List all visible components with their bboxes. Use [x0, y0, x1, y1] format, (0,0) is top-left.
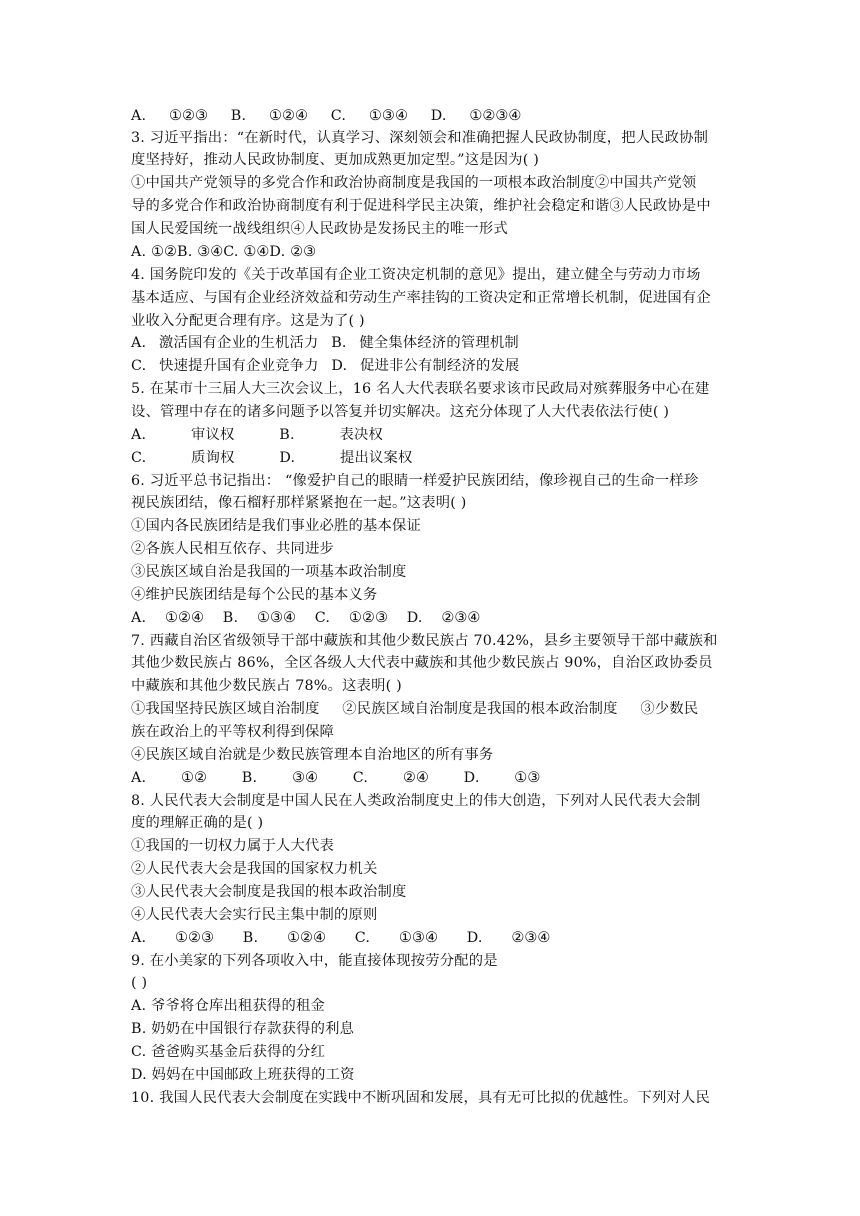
question-7-statements [131, 722, 334, 742]
q2-options [131, 106, 521, 126]
text-line: 中藏族和其他少数民族占 78%。这表明( ) [131, 678, 402, 694]
question-9-stem [131, 973, 147, 993]
text-line: D. 妈妈在中国邮政上班获得的工资 [131, 1067, 355, 1083]
question-8-statement [131, 836, 334, 856]
text-line: C. 快速提升国有企业竞争力 D. 促进非公有制经济的发展 [131, 358, 520, 374]
question-5-options [131, 448, 412, 468]
question-6-options [131, 608, 480, 628]
question-7-options [131, 768, 540, 788]
text-line: C. 质询权 D. 提出议案权 [131, 450, 413, 466]
question-7-stem [131, 653, 713, 673]
question-9-option [131, 996, 325, 1016]
question-8-options [131, 928, 550, 948]
question-9-option [131, 1019, 354, 1039]
question-3-statements [131, 196, 711, 216]
question-5-stem [131, 379, 710, 399]
text-line: ④民族区域自治就是少数民族管理本自治地区的所有事务 [131, 747, 494, 763]
question-8-stem [131, 813, 263, 833]
question-8-statement [131, 859, 377, 879]
text-line: ③民族区域自治是我国的一项基本政治制度 [131, 564, 407, 580]
text-line: ②人民代表大会是我国的国家权力机关 [131, 861, 378, 877]
text-line: 业收入分配更合理有序。这是为了( ) [131, 313, 365, 329]
text-line: ( ) [131, 975, 148, 991]
text-line: ①中国共产党领导的多党合作和政治协商制度是我国的一项根本政治制度②中国共产党领 [131, 175, 697, 191]
question-6-statement [131, 585, 377, 605]
text-line: ①我国坚持民族区域自治制度 ②民族区域自治制度是我国的根本政治制度 ③少数民 [131, 701, 699, 717]
text-line: A. 爷爷将仓库出租获得的租金 [131, 998, 325, 1014]
question-7-stem [131, 631, 718, 651]
question-8-statement [131, 882, 406, 902]
question-4-options [131, 356, 519, 376]
question-6-statement [131, 516, 421, 536]
question-3-statements [131, 173, 696, 193]
text-line: 基本适应、与国有企业经济效益和劳动生产率挂钩的工资决定和正常增长机制，促进国有企 [131, 290, 711, 306]
text-line: B. 奶奶在中国银行存款获得的利息 [131, 1021, 355, 1037]
text-line: 6. 习近平总书记指出： “像爱护自己的眼睛一样爱护民族团结，像珍视自己的生命一样珍 [131, 473, 699, 489]
text-line: 5. 在某市十三届人大三次会议上，16 名人大代表联名要求该市民政局对殡葬服务中心在建 [131, 381, 710, 397]
question-6-statement [131, 562, 406, 582]
text-line: 7. 西藏自治区省级领导干部中藏族和其他少数民族占 70.42%，县乡主要领导干部中藏族和 [131, 633, 718, 649]
text-line: ①我国的一切权力属于人大代表 [131, 838, 334, 854]
question-3-statements [131, 219, 508, 239]
text-line: A. ①②④ B. ①③④ C. ①②③ D. ②③④ [131, 610, 481, 626]
question-4-stem [131, 288, 711, 308]
text-line: A. ①②B. ③④C. ①④D. ②③ [131, 244, 317, 260]
question-3-stem [131, 150, 539, 170]
question-5-stem [131, 402, 669, 422]
question-8-stem [131, 791, 701, 811]
question-7-statements [131, 699, 698, 719]
text-line: A. 激活国有企业的生机活力 B. 健全集体经济的管理机制 [131, 335, 519, 351]
text-line: 4. 国务院印发的《关于改革国有企业工资决定机制的意见》提出，建立健全与劳动力市场 [131, 267, 701, 283]
text-line: ①国内各民族团结是我们事业必胜的基本保证 [131, 518, 421, 534]
text-line: A. ①②③ B. ①②④ C. ①③④ D. ①②③④ [131, 108, 522, 124]
text-line: 其他少数民族占 86%，全区各级人大代表中藏族和其他少数民族占 90%，自治区政协委员 [131, 655, 713, 671]
text-line: 度的理解正确的是( ) [131, 815, 264, 831]
text-line: 10. 我国人民代表大会制度在实践中不断巩固和发展，具有无可比拟的优越性。下列对人民 [131, 1090, 710, 1106]
text-line: A. ①② B. ③④ C. ②④ D. ①③ [131, 770, 541, 786]
question-7-statement [131, 745, 493, 765]
question-5-options [131, 425, 383, 445]
question-9-option [131, 1065, 355, 1085]
text-line: ③人民代表大会制度是我国的根本政治制度 [131, 884, 407, 900]
question-6-statement [131, 539, 334, 559]
question-4-stem [131, 265, 701, 285]
question-3-stem [131, 128, 708, 148]
text-line: ④维护民族团结是每个公民的基本义务 [131, 587, 378, 603]
text-line: A. ①②③ B. ①②④ C. ①③④ D. ②③④ [131, 930, 551, 946]
text-line: 视民族团结，像石榴籽那样紧紧抱在一起。”这表明( ) [131, 495, 467, 511]
text-line: ④人民代表大会实行民主集中制的原则 [131, 907, 378, 923]
question-7-stem [131, 676, 402, 696]
question-6-stem [131, 493, 467, 513]
question-8-statement [131, 905, 377, 925]
question-10-stem [131, 1088, 710, 1108]
text-line: 国人民爱国统一战线组织④人民政协是发扬民主的唯一形式 [131, 221, 508, 237]
question-4-stem [131, 311, 365, 331]
text-line: 族在政治上的平等权利得到保障 [131, 724, 334, 740]
question-3-options [131, 242, 316, 262]
question-9-stem [131, 951, 498, 971]
question-6-stem [131, 471, 698, 491]
text-line: 3. 习近平指出：“在新时代，认真学习、深刻领会和准确把握人民政协制度，把人民政协制 [131, 130, 709, 146]
text-line: 导的多党合作和政治协商制度有利于促进科学民主决策，维护社会稳定和谐③人民政协是中 [131, 198, 711, 214]
text-line: ②各族人民相互依存、共同进步 [131, 541, 334, 557]
text-line: 8. 人民代表大会制度是中国人民在人类政治制度史上的伟大创造，下列对人民代表大会制 [131, 793, 701, 809]
question-4-options [131, 333, 519, 353]
text-line: 设、管理中存在的诸多问题予以答复并切实解决。这充分体现了人大代表依法行使( ) [131, 404, 670, 420]
text-line: 度坚持好，推动人民政协制度、更加成熟更加定型。”这是因为( ) [131, 152, 540, 168]
question-9-option [131, 1042, 325, 1062]
text-line: C. 爸爸购买基金后获得的分红 [131, 1044, 326, 1060]
text-line: 9. 在小美家的下列各项收入中，能直接体现按劳分配的是 [131, 953, 498, 969]
text-line: A. 审议权 B. 表决权 [131, 427, 383, 443]
